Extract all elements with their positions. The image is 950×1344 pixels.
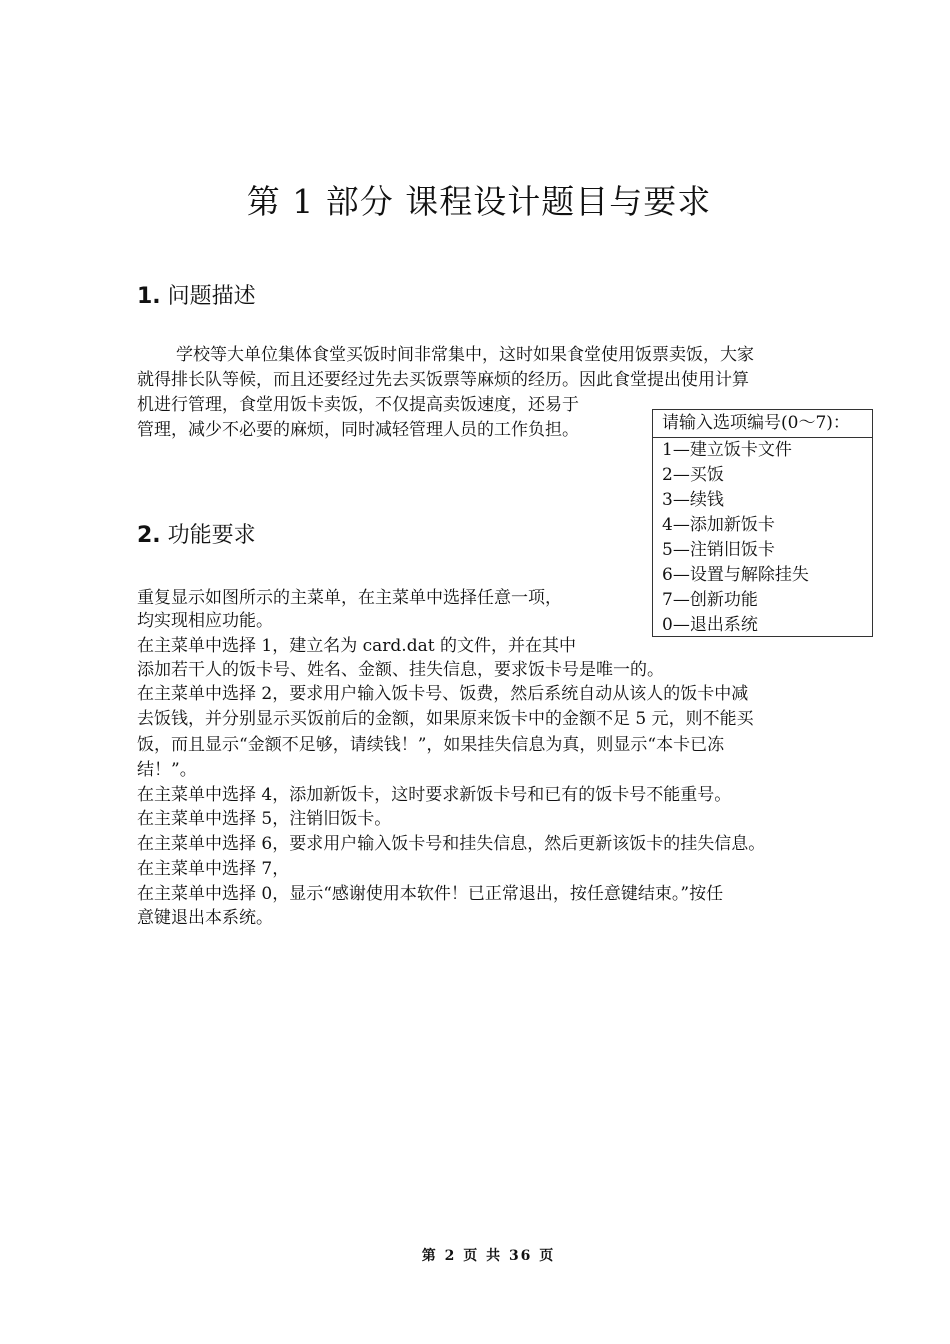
section-number: 1. xyxy=(137,284,161,309)
paragraph-line: 就得排长队等候，而且还要经过先去买饭票等麻烦的经历。因此食堂提出使用计算 xyxy=(137,370,749,390)
paragraph-line: 在主菜单中选择 7， xyxy=(137,859,290,879)
paragraph-line: 结！”。 xyxy=(137,760,197,780)
paragraph-line: 意键退出本系统。 xyxy=(137,908,273,928)
paragraph-line: 在主菜单中选择 5，注销旧饭卡。 xyxy=(137,809,392,829)
paragraph-line: 管理，减少不必要的麻烦，同时减轻管理人员的工作负担。 xyxy=(137,420,579,440)
section-number: 2. xyxy=(137,523,161,548)
paragraph-line: 去饭钱，并分别显示买饭前后的金额，如果原来饭卡中的金额不足 5 元，则不能买 xyxy=(137,709,754,729)
paragraph-line: 均实现相应功能。 xyxy=(137,611,273,631)
section-heading-text: 功能要求 xyxy=(167,523,256,548)
paragraph-line: 饭，而且显示“金额不足够，请续钱！”，如果挂失信息为真，则显示“本卡已冻 xyxy=(137,735,725,755)
paragraph-line: 机进行管理，食堂用饭卡卖饭，不仅提高卖饭速度，还易于 xyxy=(137,395,579,415)
paragraph-line: 在主菜单中选择 4，添加新饭卡，这时要求新饭卡号和已有的饭卡号不能重号。 xyxy=(137,785,732,805)
menu-item: 7—创新功能 xyxy=(662,590,758,610)
section-heading-problem xyxy=(137,279,256,310)
menu-header: 请输入选项编号(0～7)： xyxy=(653,410,872,438)
menu-item: 3—续钱 xyxy=(662,490,724,510)
section-heading-text: 问题描述 xyxy=(167,284,256,309)
paragraph-line: 在主菜单中选择 6，要求用户输入饭卡号和挂失信息，然后更新该饭卡的挂失信息。 xyxy=(137,834,766,854)
main-menu-box xyxy=(652,409,873,637)
page-footer: 第 2 页 共 36 页 xyxy=(421,1248,556,1264)
menu-item: 6—设置与解除挂失 xyxy=(662,565,809,585)
menu-item: 1—建立饭卡文件 xyxy=(662,440,792,460)
paragraph-line: 在主菜单中选择 1，建立名为 card.dat 的文件，并在其中 xyxy=(137,636,576,656)
menu-item: 0—退出系统 xyxy=(662,615,758,635)
paragraph-line: 在主菜单中选择 2，要求用户输入饭卡号、饭费，然后系统自动从该人的饭卡中减 xyxy=(137,684,749,704)
paragraph-line: 在主菜单中选择 0，显示“感谢使用本软件！已正常退出，按任意键结束。”按任 xyxy=(137,884,724,904)
paragraph-line: 重复显示如图所示的主菜单，在主菜单中选择任意一项， xyxy=(137,588,562,608)
menu-item: 4—添加新饭卡 xyxy=(662,515,775,535)
menu-item: 5—注销旧饭卡 xyxy=(662,540,775,560)
menu-list xyxy=(653,438,872,638)
page-title: 第 1 部分 课程设计题目与要求 xyxy=(246,182,712,221)
paragraph-line: 学校等大单位集体食堂买饭时间非常集中，这时如果食堂使用饭票卖饭，大家 xyxy=(176,345,754,365)
menu-item: 2—买饭 xyxy=(662,465,724,485)
paragraph-line: 添加若干人的饭卡号、姓名、金额、挂失信息，要求饭卡号是唯一的。 xyxy=(137,660,664,680)
section-heading-requirements xyxy=(137,518,256,549)
